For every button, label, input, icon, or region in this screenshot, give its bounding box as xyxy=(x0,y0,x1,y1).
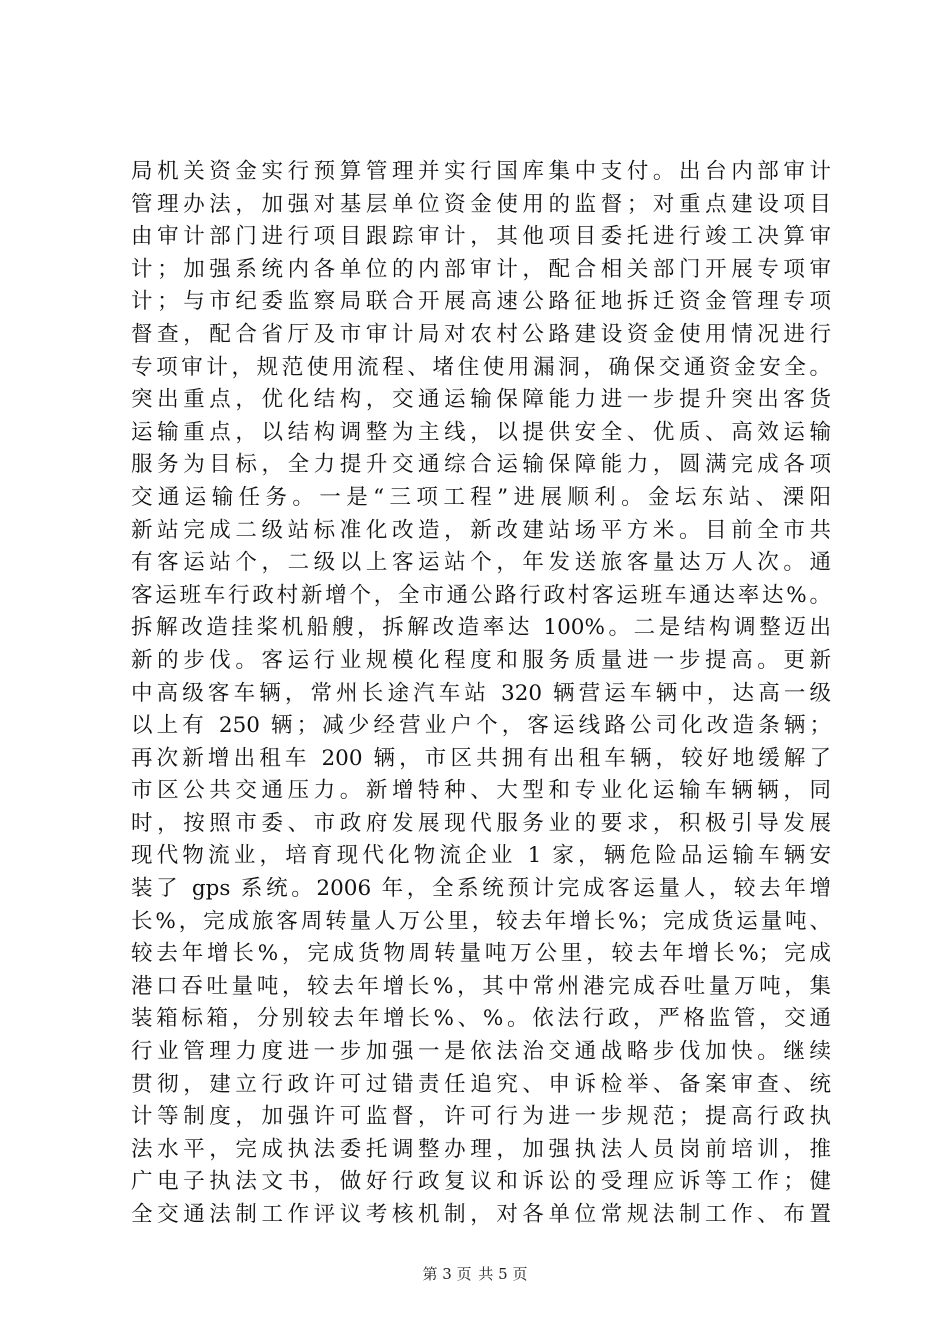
text-line: 交通运输任务。一是“三项工程”进展顺利。金坛东站、溧阳 xyxy=(131,484,831,510)
text-line: 计等制度，加强许可监督，许可行为进一步规范；提高行政执 xyxy=(131,1104,831,1130)
body-text xyxy=(131,156,831,1232)
page-number: 第 3 页 xyxy=(422,1265,472,1283)
text-line: 管理办法，加强对基层单位资金使用的监督；对重点建设项目 xyxy=(131,191,831,217)
text-line: 突出重点，优化结构，交通运输保障能力进一步提升突出客货 xyxy=(131,387,831,413)
text-line: 有客运站个，二级以上客运站个，年发送旅客量达万人次。通 xyxy=(131,550,831,576)
text-line: 装箱标箱，分别较去年增长%、%。依法行政，严格监管，交通 xyxy=(131,1006,831,1032)
text-line: 现代物流业，培育现代化物流企业 1 家，辆危险品运输车辆安 xyxy=(131,843,831,869)
text-line: 中高级客车辆，常州长途汽车站 320 辆营运车辆中，达高一级 xyxy=(131,680,831,706)
text-line: 新的步伐。客运行业规模化程度和服务质量进一步提高。更新 xyxy=(131,647,831,673)
text-line: 装了 gps 系统。2006 年，全系统预计完成客运量人，较去年增 xyxy=(131,876,831,902)
text-line: 计；加强系统内各单位的内部审计，配合相关部门开展专项审 xyxy=(131,256,831,282)
page-total: 共 5 页 xyxy=(478,1265,528,1283)
text-line: 由审计部门进行项目跟踪审计，其他项目委托进行竣工决算审 xyxy=(131,224,831,250)
text-line: 督查，配合省厅及市审计局对农村公路建设资金使用情况进行 xyxy=(131,321,831,347)
text-line: 再次新增出租车 200 辆，市区共拥有出租车辆，较好地缓解了 xyxy=(131,745,831,771)
text-line: 法水平，完成执法委托调整办理，加强执法人员岗前培训，推 xyxy=(131,1136,831,1162)
text-line: 时，按照市委、市政府发展现代服务业的要求，积极引导发展 xyxy=(131,810,831,836)
text-line: 拆解改造挂桨机船艘，拆解改造率达 100%。二是结构调整迈出 xyxy=(131,615,831,641)
page-footer xyxy=(0,1264,950,1284)
text-line: 贯彻，建立行政许可过错责任追究、申诉检举、备案审查、统 xyxy=(131,1071,831,1097)
text-line: 新站完成二级站标准化改造，新改建站场平方米。目前全市共 xyxy=(131,517,831,543)
text-line: 运输重点，以结构调整为主线，以提供安全、优质、高效运输 xyxy=(131,419,831,445)
text-line: 市区公共交通压力。新增特种、大型和专业化运输车辆辆，同 xyxy=(131,778,831,804)
text-line: 以上有 250 辆；减少经营业户个，客运线路公司化改造条辆； xyxy=(131,713,831,739)
text-line: 专项审计，规范使用流程、堵住使用漏洞，确保交通资金安全。 xyxy=(131,354,831,380)
text-line: 局机关资金实行预算管理并实行国库集中支付。出台内部审计 xyxy=(131,159,831,184)
text-line: 行业管理力度进一步加强一是依法治交通战略步伐加快。继续 xyxy=(131,1039,831,1065)
text-line: 较去年增长%，完成货物周转量吨万公里，较去年增长%；完成 xyxy=(131,941,831,967)
text-line: 长%，完成旅客周转量人万公里，较去年增长%；完成货运量吨、 xyxy=(131,908,831,934)
text-line: 客运班车行政村新增个，全市通公路行政村客运班车通达率达%。 xyxy=(131,582,831,608)
text-line: 广电子执法文书，做好行政复议和诉讼的受理应诉等工作；健 xyxy=(131,1169,831,1195)
text-line: 全交通法制工作评议考核机制，对各单位常规法制工作、布置 xyxy=(131,1202,831,1227)
text-line: 服务为目标，全力提升交通综合运输保障能力，圆满完成各项 xyxy=(131,452,831,478)
text-line: 港口吞吐量吨，较去年增长%，其中常州港完成吞吐量万吨，集 xyxy=(131,973,831,999)
text-line: 计；与市纪委监察局联合开展高速公路征地拆迁资金管理专项 xyxy=(131,289,831,315)
